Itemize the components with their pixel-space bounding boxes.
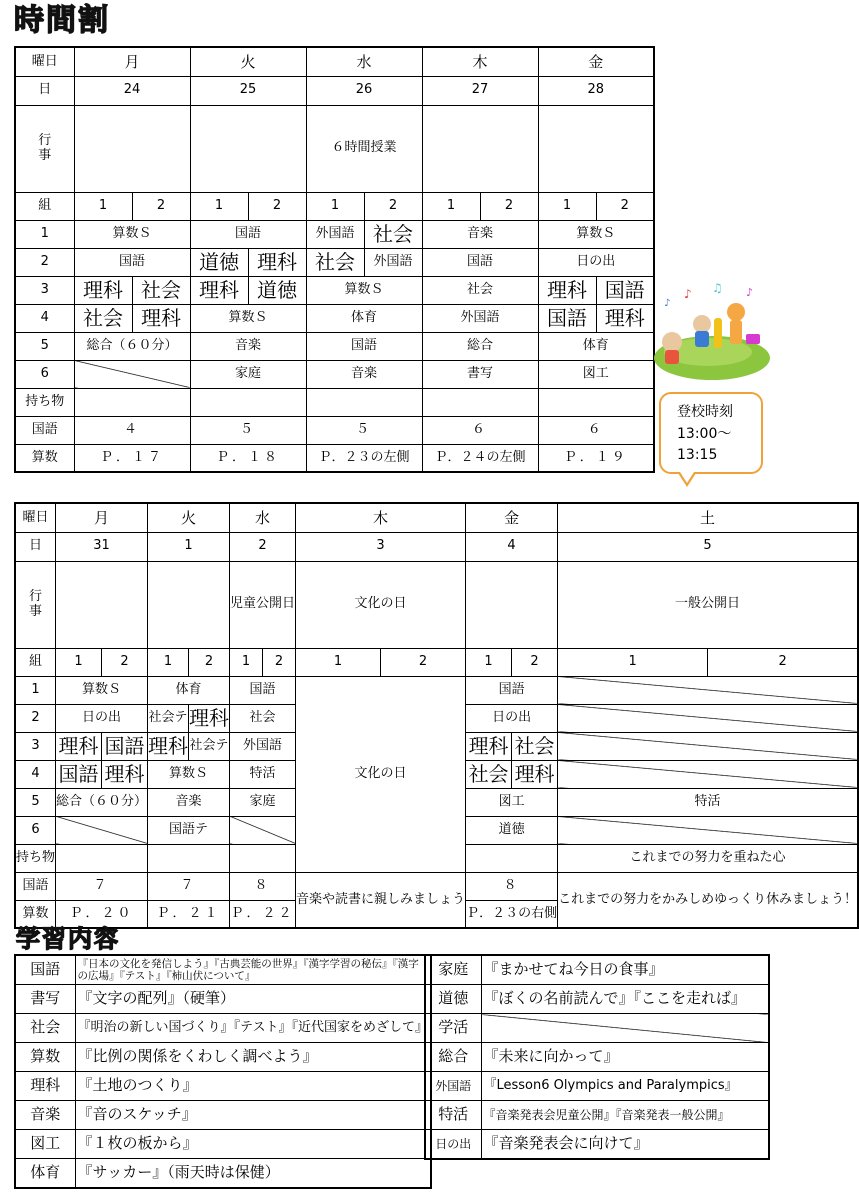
content-text: 『まかせてね今日の食事』 [481, 955, 769, 985]
belongings-label: 持ち物 [15, 388, 74, 416]
sansu-page: Ｐ．２３の右側 [466, 900, 558, 928]
content-subject: 日の出 [425, 1130, 481, 1160]
subject-cell: 日の出 [466, 704, 558, 732]
date-cell: 26 [306, 76, 422, 105]
date-cell: 3 [296, 532, 466, 561]
class-num: 1 [466, 648, 512, 676]
subject-cell: 理科 [466, 732, 512, 760]
subject-cell: 外国語 [306, 220, 364, 248]
content-subject: 特活 [425, 1101, 481, 1130]
sansu-page: Ｐ．１８ [190, 444, 306, 472]
class-label: 組 [15, 648, 56, 676]
sansu-page: Ｐ．２２ [230, 900, 296, 928]
kokugo-page: ５ [306, 416, 422, 444]
date-label: 日 [15, 76, 74, 105]
period-label: 6 [15, 360, 74, 388]
event-label-1: 行 [29, 589, 43, 605]
class-num: 1 [230, 648, 263, 676]
content-text: 『１枚の板から』 [75, 1130, 431, 1159]
class-num: 2 [596, 192, 654, 220]
day-cell: 木 [296, 503, 466, 532]
class-num: 2 [381, 648, 466, 676]
subject-cell: 算数Ｓ [74, 220, 190, 248]
period-label: 2 [15, 248, 74, 276]
event-cell: 文化の日 [296, 561, 466, 648]
date-label: 日 [15, 532, 56, 561]
subject-cell: 体育 [306, 304, 422, 332]
belongings-cell [422, 388, 538, 416]
content-text: 『Lesson6 Olympics and Paralympics』 [481, 1072, 769, 1101]
subject-cell: 社会テ [148, 704, 189, 732]
event-cell [466, 561, 558, 648]
subject-cell: 社会 [230, 704, 296, 732]
kokugo-page: ８ [230, 872, 296, 900]
subject-cell: 社会 [422, 276, 538, 304]
bubble-to: 13:15 [677, 447, 718, 464]
class-num: 2 [248, 192, 306, 220]
belongings-cell [230, 844, 296, 872]
subject-cell: 社会テ [189, 732, 230, 760]
event-cell [422, 105, 538, 192]
event-cell [74, 105, 190, 192]
class-num: 2 [512, 648, 558, 676]
subject-cell: 算数Ｓ [56, 676, 148, 704]
content-text: 『明治の新しい国づくり』『テスト』『近代国家をめざして』 [75, 1014, 431, 1043]
belongings-cell [190, 388, 306, 416]
event-cell [56, 561, 148, 648]
subject-cell: 国語 [306, 332, 422, 360]
subject-cell: 図工 [466, 788, 558, 816]
class-num: 2 [364, 192, 422, 220]
belongings-note: これまでの努力を重ねた心 [558, 844, 858, 872]
class-num: 2 [480, 192, 538, 220]
belongings-cell [56, 844, 148, 872]
period-label: 3 [15, 276, 74, 304]
period-label: 5 [15, 788, 56, 816]
class-num: 1 [296, 648, 381, 676]
period-label: 4 [15, 760, 56, 788]
subject-cell: 日の出 [56, 704, 148, 732]
event-cell: ６時間授業 [306, 105, 422, 192]
subject-cell: 算数Ｓ [306, 276, 422, 304]
content-subject: 総合 [425, 1043, 481, 1072]
subject-cell: 理科 [538, 276, 596, 304]
class-num: 1 [74, 192, 132, 220]
content-subject: 道徳 [425, 985, 481, 1014]
class-num: 1 [190, 192, 248, 220]
subject-cell: 総合（６０分） [74, 332, 190, 360]
subject-cell: 国語テ [148, 816, 230, 844]
subject-cell: 総合 [422, 332, 538, 360]
empty-slot [558, 704, 858, 732]
content-text: 『ぼくの名前読んで』『ここを走れば』 [481, 985, 769, 1014]
subject-cell: 音楽 [306, 360, 422, 388]
saturday-note: これまでの努力をかみしめゆっくり休みましょう！ [558, 872, 858, 928]
empty-slot [558, 732, 858, 760]
subject-cell: 図工 [538, 360, 654, 388]
svg-text:♪: ♪ [664, 298, 671, 309]
content-subject: 家庭 [425, 955, 481, 985]
event-cell [538, 105, 654, 192]
title-char: 時 [14, 3, 46, 38]
class-num: 1 [538, 192, 596, 220]
kokugo-label: 国語 [15, 872, 56, 900]
subject-cell: 理科 [190, 276, 248, 304]
belongings-cell [148, 844, 230, 872]
subject-cell: 社会 [306, 248, 364, 276]
subject-cell: 国語 [538, 304, 596, 332]
subject-cell: 社会 [364, 220, 422, 248]
content-subject: 音楽 [15, 1101, 75, 1130]
day-cell: 水 [306, 47, 422, 76]
sansu-page: Ｐ．２１ [148, 900, 230, 928]
period-label: 3 [15, 732, 56, 760]
content-subject: 理科 [15, 1072, 75, 1101]
bubble-title: 登校時刻 [677, 404, 733, 420]
date-cell: 2 [230, 532, 296, 561]
day-cell: 土 [558, 503, 858, 532]
day-cell: 月 [56, 503, 148, 532]
belongings-cell [466, 844, 558, 872]
subject-cell: 体育 [148, 676, 230, 704]
event-cell [190, 105, 306, 192]
kokugo-page: ６ [422, 416, 538, 444]
day-cell: 火 [190, 47, 306, 76]
subject-cell: 国語 [596, 276, 654, 304]
sansu-page: Ｐ．２０ [56, 900, 148, 928]
bubble-tail-inner [680, 472, 694, 483]
period-label: 5 [15, 332, 74, 360]
svg-text:♫: ♫ [712, 281, 723, 295]
date-cell: 4 [466, 532, 558, 561]
period-label: 2 [15, 704, 56, 732]
subject-cell: 社会 [466, 760, 512, 788]
kokugo-page: ８ [466, 872, 558, 900]
school-time-bubble [659, 392, 763, 474]
holiday-cell: 文化の日 [296, 676, 466, 872]
subject-cell: 総合（６０分） [56, 788, 148, 816]
subject-cell: 音楽 [422, 220, 538, 248]
content-text: 『音楽発表会児童公開』『音楽発表一般公開』 [481, 1101, 769, 1130]
class-num: 2 [102, 648, 148, 676]
title-char: 習 [42, 925, 68, 953]
content-text: 『音楽発表会に向けて』 [481, 1130, 769, 1160]
date-cell: 31 [56, 532, 148, 561]
youbi-label: 曜日 [15, 47, 74, 76]
class-num: 1 [422, 192, 480, 220]
event-label-2: 事 [29, 603, 43, 619]
empty-slot [558, 676, 858, 704]
content-text-empty [481, 1014, 769, 1043]
subject-cell: 理科 [56, 732, 102, 760]
content-subject: 国語 [15, 955, 75, 985]
content-text: 『文字の配列』（硬筆） [75, 985, 431, 1014]
subject-cell: 道徳 [466, 816, 558, 844]
subject-cell: 理科 [74, 276, 132, 304]
date-cell: 28 [538, 76, 654, 105]
subject-cell: 外国語 [364, 248, 422, 276]
belongings-label: 持ち物 [15, 844, 56, 872]
subject-cell: 外国語 [230, 732, 296, 760]
class-num: 2 [132, 192, 190, 220]
class-num: 2 [189, 648, 230, 676]
content-subject: 書写 [15, 985, 75, 1014]
belongings-cell [306, 388, 422, 416]
subject-cell: 算数Ｓ [148, 760, 230, 788]
subject-cell: 理科 [512, 760, 558, 788]
study-contents-left [14, 954, 432, 1189]
holiday-note: 音楽や読書に親しみましょう [296, 872, 466, 928]
kokugo-page: ４ [74, 416, 190, 444]
timetable-title [14, 3, 110, 38]
empty-slot [230, 816, 296, 844]
title-char: 割 [78, 3, 110, 38]
date-cell: 5 [558, 532, 858, 561]
content-text: 『音のスケッチ』 [75, 1101, 431, 1130]
subject-cell: 理科 [148, 734, 189, 758]
subject-cell: 外国語 [422, 304, 538, 332]
svg-text:♪: ♪ [746, 286, 754, 299]
subject-cell: 体育 [538, 332, 654, 360]
sansu-page: Ｐ．１９ [538, 444, 654, 472]
subject-cell: 算数Ｓ [190, 304, 306, 332]
study-contents-right [424, 954, 770, 1160]
subject-cell: 国語 [466, 676, 558, 704]
period-label: 1 [15, 676, 56, 704]
subject-cell: 国語 [74, 248, 190, 276]
subject-cell: 算数Ｓ [538, 220, 654, 248]
title-char: 間 [46, 3, 78, 38]
bubble-from: 13:00～ [677, 425, 732, 442]
sansu-page: Ｐ．２３の左側 [306, 444, 422, 472]
event-cell [148, 561, 230, 648]
subject-cell: 国語 [56, 760, 102, 788]
subject-cell: 特活 [230, 760, 296, 788]
subject-cell: 家庭 [190, 360, 306, 388]
kokugo-page: ７ [56, 872, 148, 900]
sansu-label: 算数 [15, 900, 56, 928]
title-char: 容 [94, 925, 120, 953]
period-label: 4 [15, 304, 74, 332]
day-cell: 火 [148, 503, 230, 532]
empty-slot [56, 816, 148, 844]
event-cell: 一般公開日 [558, 561, 858, 648]
content-subject: 学活 [425, 1014, 481, 1043]
title-char: 学 [16, 925, 42, 953]
empty-slot [74, 360, 190, 388]
subject-cell: 音楽 [190, 332, 306, 360]
content-text: 『未来に向かって』 [481, 1043, 769, 1072]
svg-text:♪: ♪ [684, 287, 692, 301]
class-num: 2 [708, 648, 858, 676]
empty-slot [558, 816, 858, 844]
sansu-page: Ｐ．１７ [74, 444, 190, 472]
study-content-title [16, 927, 120, 951]
timetable-week1 [14, 46, 655, 473]
subject-cell: 家庭 [230, 788, 296, 816]
event-label [15, 105, 74, 192]
event-label-1: 行 [38, 133, 52, 149]
timetable-week2 [14, 502, 859, 929]
title-char: 内 [68, 925, 94, 953]
content-subject: 体育 [15, 1159, 75, 1189]
subject-cell: 道徳 [248, 276, 306, 304]
subject-cell: 書写 [422, 360, 538, 388]
content-subject: 外国語 [425, 1072, 481, 1101]
empty-slot [558, 760, 858, 788]
class-label: 組 [15, 192, 74, 220]
content-subject: 社会 [15, 1014, 75, 1043]
subject-cell: 理科 [189, 706, 230, 730]
date-cell: 24 [74, 76, 190, 105]
sansu-label: 算数 [15, 444, 74, 472]
period-label: 6 [15, 816, 56, 844]
subject-cell: 国語 [422, 248, 538, 276]
sansu-page: Ｐ．２４の左側 [422, 444, 538, 472]
class-num: 1 [148, 648, 189, 676]
kokugo-page: ６ [538, 416, 654, 444]
subject-cell: 道徳 [190, 248, 248, 276]
kids-playing-music-icon [650, 278, 766, 374]
content-subject: 図工 [15, 1130, 75, 1159]
date-cell: 25 [190, 76, 306, 105]
date-cell: 27 [422, 76, 538, 105]
subject-cell: 音楽 [148, 788, 230, 816]
subject-cell: 社会 [74, 304, 132, 332]
content-text: 『比例の関係をくわしく調べよう』 [75, 1043, 431, 1072]
event-cell: 児童公開日 [230, 561, 296, 648]
day-cell: 月 [74, 47, 190, 76]
day-cell: 水 [230, 503, 296, 532]
subject-cell: 国語 [102, 732, 148, 760]
period-label: 1 [15, 220, 74, 248]
subject-cell: 理科 [132, 304, 190, 332]
content-text: 『土地のつくり』 [75, 1072, 431, 1101]
subject-cell: 社会 [132, 276, 190, 304]
content-text: 『日本の文化を発信しよう』『古典芸能の世界』『漢字学習の秘伝』『漢字の広場』『テスト』『柿山伏について』 [75, 955, 431, 985]
belongings-cell [538, 388, 654, 416]
kokugo-page: ５ [190, 416, 306, 444]
kokugo-label: 国語 [15, 416, 74, 444]
class-num: 1 [558, 648, 708, 676]
content-subject: 算数 [15, 1043, 75, 1072]
subject-cell: 国語 [190, 220, 306, 248]
class-num: 1 [56, 648, 102, 676]
kokugo-page: ７ [148, 872, 230, 900]
event-label-2: 事 [38, 147, 52, 163]
subject-cell: 日の出 [538, 248, 654, 276]
date-cell: 1 [148, 532, 230, 561]
class-num: 1 [306, 192, 364, 220]
subject-cell: 特活 [558, 788, 858, 816]
content-text: 『サッカー』（雨天時は保健） [75, 1159, 431, 1189]
day-cell: 木 [422, 47, 538, 76]
day-cell: 金 [538, 47, 654, 76]
subject-cell: 国語 [230, 676, 296, 704]
belongings-cell [74, 388, 190, 416]
subject-cell: 理科 [596, 304, 654, 332]
subject-cell: 理科 [102, 760, 148, 788]
class-num: 2 [263, 648, 296, 676]
subject-cell: 理科 [248, 248, 306, 276]
subject-cell: 社会 [512, 732, 558, 760]
youbi-label: 曜日 [15, 503, 56, 532]
day-cell: 金 [466, 503, 558, 532]
event-label [15, 561, 56, 648]
